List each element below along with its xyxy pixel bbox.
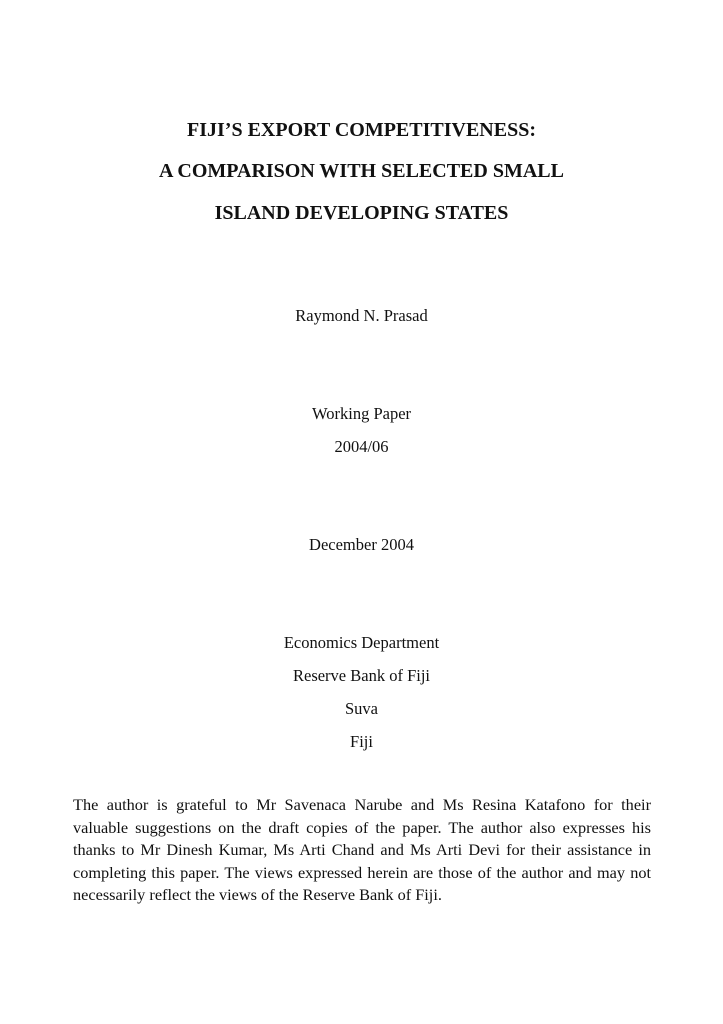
publication-date: December 2004 bbox=[309, 535, 414, 554]
author-name: Raymond N. Prasad bbox=[295, 306, 428, 325]
paper-title-line-3: ISLAND DEVELOPING STATES bbox=[214, 202, 509, 224]
department-name: Economics Department bbox=[283, 633, 440, 652]
series-label: Working Paper bbox=[311, 404, 412, 423]
institution-name: Reserve Bank of Fiji bbox=[292, 666, 431, 685]
acknowledgement-paragraph: The author is grateful to Mr Savenaca Narube and Ms Resina Katafono for their valuable suggestions on the draft copies of the paper. The author also expresses his thanks to Mr Dinesh Kumar, Ms Arti Chand and Ms Arti Devi for their assistance in completing this paper. The views expressed herein are those of the author and may not necessarily reflect the views of the Reserve Bank of Fiji. bbox=[73, 795, 651, 904]
city-name: Suva bbox=[345, 699, 378, 718]
country-name: Fiji bbox=[350, 732, 373, 751]
paper-title-line-1: FIJI’S EXPORT COMPETITIVENESS: bbox=[187, 119, 536, 141]
paper-title-line-2: A COMPARISON WITH SELECTED SMALL bbox=[159, 160, 564, 182]
series-number: 2004/06 bbox=[334, 437, 389, 456]
